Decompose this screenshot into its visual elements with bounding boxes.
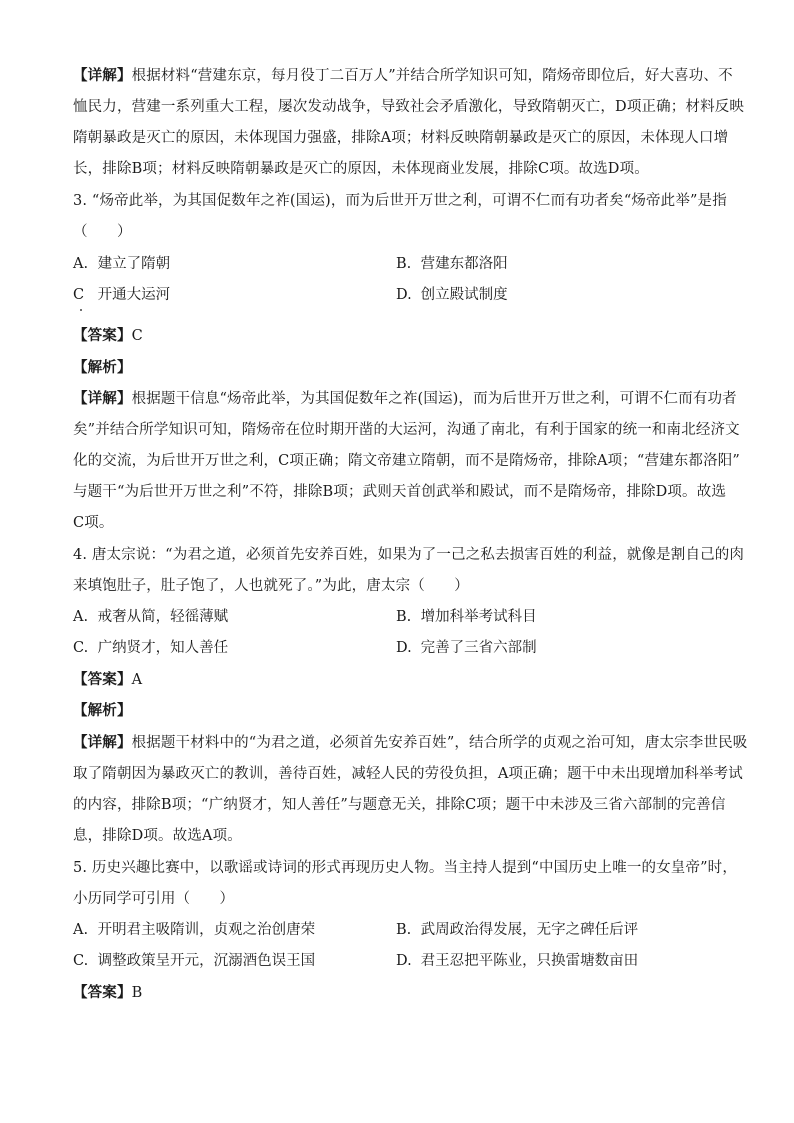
detail-label: 【详解】 (73, 68, 132, 84)
q2-detail-line-2: 恤民力，营建一系列重大工程，屡次发动战争，导致社会矛盾激化，导致隋朝灭亡，D项正确；材料反映 (73, 99, 745, 115)
q3-analysis-label: 【解析】 (73, 360, 132, 376)
q5-stem-line-1: 5. 历史兴趣比赛中，以歌谣或诗词的形式再现历史人物。当主持人提到“中国历史上唯一的女皇帝”时， (73, 860, 737, 876)
q4-detail-line-4: 息，排除D项。故选A项。 (73, 828, 242, 844)
q3-option-d: D. 创立殿试制度 (396, 287, 508, 303)
q3-option-b: B. 营建东都洛阳 (396, 256, 508, 272)
q4-option-a: A. 戒奢从简，轻徭薄赋 (73, 609, 229, 625)
q4-option-c: C. 广纳贤才，知人善任 (73, 640, 229, 656)
q5-option-c: C. 调整政策呈开元，沉溺酒色误王国 (73, 953, 316, 969)
q3-option-a: A. 建立了隋朝 (73, 256, 171, 272)
q4-analysis-label: 【解析】 (73, 703, 132, 719)
q2-detail-line-1: 【详解】根据材料“营建东京，每月役丁二百万人”并结合所学知识可知，隋炀帝即位后，好大喜功、不 (73, 68, 733, 84)
q5-option-a: A. 开明君主吸隋训，贞观之治创唐荣 (73, 922, 316, 938)
q4-answer: 【答案】A (73, 672, 143, 688)
q3-detail-line-5: C项。 (73, 515, 114, 531)
q5-option-d: D. 君王忍把平陈业，只换雷塘数亩田 (396, 953, 639, 969)
q3-stem-line-2: （ ） (73, 224, 132, 240)
q4-detail-line-3: 的内容，排除B项；“广纳贤才，知人善任”与题意无关，排除C项；题干中未涉及三省六部制的完善信 (73, 797, 726, 813)
q4-option-d: D. 完善了三省六部制 (396, 640, 537, 656)
q5-stem-line-2: 小历同学可引用（ ） (73, 891, 235, 907)
q3-option-c: C 开通大运河 (73, 287, 171, 303)
q4-option-b: B. 增加科举考试科目 (396, 609, 537, 625)
q2-detail-line-3: 隋朝暴政是灭亡的原因，未体现国力强盛，排除A项；材料反映隋朝暴政是灭亡的原因，未体现人口增 (73, 130, 729, 146)
stray-dot (80, 309, 82, 311)
q3-answer: 【答案】C (73, 328, 143, 344)
q5-answer: 【答案】B (73, 985, 143, 1001)
q4-detail-line-1: 【详解】根据题干材料中的“为君之道，必须首先安养百姓”，结合所学的贞观之治可知，唐太宗李世民吸 (73, 735, 748, 751)
q3-detail-line-2: 矣”并结合所学知识可知，隋炀帝在位时期开凿的大运河，沟通了南北，有利于国家的统一和南北经济文 (73, 422, 740, 438)
q4-stem-line-2: 来填饱肚子，肚子饱了，人也就死了。”为此，唐太宗（ ） (73, 578, 469, 594)
q3-detail-line-1: 【详解】根据题干信息“炀帝此举，为其国促数年之祚(国运)，而为后世开万世之利，可谓不仁而有功者 (73, 391, 737, 407)
q5-option-b: B. 武周政治得发展，无字之碑任后评 (396, 922, 639, 938)
q3-stem-line-1: 3. “炀帝此举，为其国促数年之祚(国运)，而为后世开万世之利，可谓不仁而有功者矣“炀帝此举”是指 (73, 193, 727, 209)
q4-stem-line-1: 4. 唐太宗说：“为君之道，必须首先安养百姓，如果为了一己之私去损害百姓的利益，就像是割自己的肉 (73, 547, 745, 563)
q3-detail-line-3: 化的交流，为后世开万世之利，C项正确；隋文帝建立隋朝，而不是隋炀帝，排除A项；“营建东都洛阳” (73, 453, 740, 469)
q2-detail-line-4: 长，排除B项；材料反映隋朝暴政是灭亡的原因，未体现商业发展，排除C项。故选D项。 (73, 161, 649, 177)
q4-detail-line-2: 取了隋朝因为暴政灭亡的教训，善待百姓，减轻人民的劳役负担，A项正确；题干中未出现增加科举考试 (73, 766, 743, 782)
q3-detail-line-4: 与题干“为后世开万世之利”不符，排除B项；武则天首创武举和殿试，而不是隋炀帝，排除D项。故选 (73, 484, 727, 500)
